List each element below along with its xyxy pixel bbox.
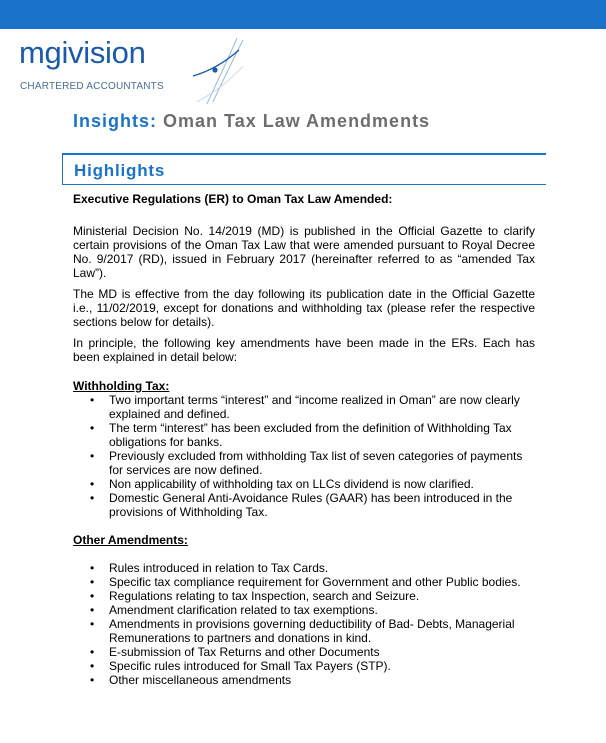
title-text: Oman Tax Law Amendments xyxy=(163,111,431,131)
list-item: • Other miscellaneous amendments xyxy=(90,673,535,687)
document-body xyxy=(73,192,535,687)
highlights-bottom-rule xyxy=(62,184,546,185)
paragraph: Ministerial Decision No. 14/2019 (MD) is published in the Official Gazette to clarify certain provisions of the Oman Tax Law that were amended pursuant to Royal Decree No. 9/2017 (RD), issued in February 2017 (hereinafter referred to as “amended Tax Law”). xyxy=(73,224,535,280)
logo-swoosh-icon xyxy=(177,36,247,106)
list-item: • E-submission of Tax Returns and other Documents xyxy=(90,645,535,659)
list-item: • Previously excluded from withholding Tax list of seven categories of payments for services are now defined. xyxy=(90,449,535,477)
withholding-tax-heading: Withholding Tax: xyxy=(73,379,170,393)
paragraph: The MD is effective from the day following its publication date in the Official Gazette i.e., 11/02/2019, except for donations and withholding tax (please refer the respective sections below for details). xyxy=(73,287,535,329)
list-item: • Specific tax compliance requirement for Government and other Public bodies. xyxy=(90,575,535,589)
list-item: • Amendments in provisions governing deductibility of Bad- Debts, Managerial Remunerations to partners and donations in kind. xyxy=(90,617,535,645)
top-color-bar xyxy=(0,0,606,29)
list-item: • Domestic General Anti-Avoidance Rules (GAAR) has been introduced in the provisions of Withholding Tax. xyxy=(90,491,535,519)
insights-label: Insights: xyxy=(73,111,157,131)
list-item: • Amendment clarification related to tax exemptions. xyxy=(90,603,535,617)
section-subheading: Executive Regulations (ER) to Oman Tax Law Amended: xyxy=(73,192,393,206)
highlights-heading: Highlights xyxy=(74,161,166,180)
list-item: • Specific rules introduced for Small Tax Payers (STP). xyxy=(90,659,535,673)
withholding-tax-list xyxy=(90,393,535,519)
other-amendments-list xyxy=(90,561,535,687)
list-item: • Two important terms “interest” and “income realized in Oman” are now clearly explained and defined. xyxy=(90,393,535,421)
list-item: • The term “interest” has been excluded from the definition of Withholding Tax obligations for banks. xyxy=(90,421,535,449)
other-amendments-heading: Other Amendments: xyxy=(73,533,188,547)
list-item: • Regulations relating to tax Inspection, search and Seizure. xyxy=(90,589,535,603)
paragraph: In principle, the following key amendments have been made in the ERs. Each has been explained in detail below: xyxy=(73,336,535,364)
logo-wordmark: mgivision xyxy=(19,35,146,70)
list-item: • Non applicability of withholding tax on LLCs dividend is now clarified. xyxy=(90,477,535,491)
highlights-left-rule xyxy=(62,153,63,185)
logo-tagline: CHARTERED ACCOUNTANTS xyxy=(20,81,164,92)
highlights-top-rule xyxy=(62,153,546,155)
list-item: • Rules introduced in relation to Tax Cards. xyxy=(90,561,535,575)
company-logo xyxy=(19,36,239,96)
document-title xyxy=(73,111,430,132)
